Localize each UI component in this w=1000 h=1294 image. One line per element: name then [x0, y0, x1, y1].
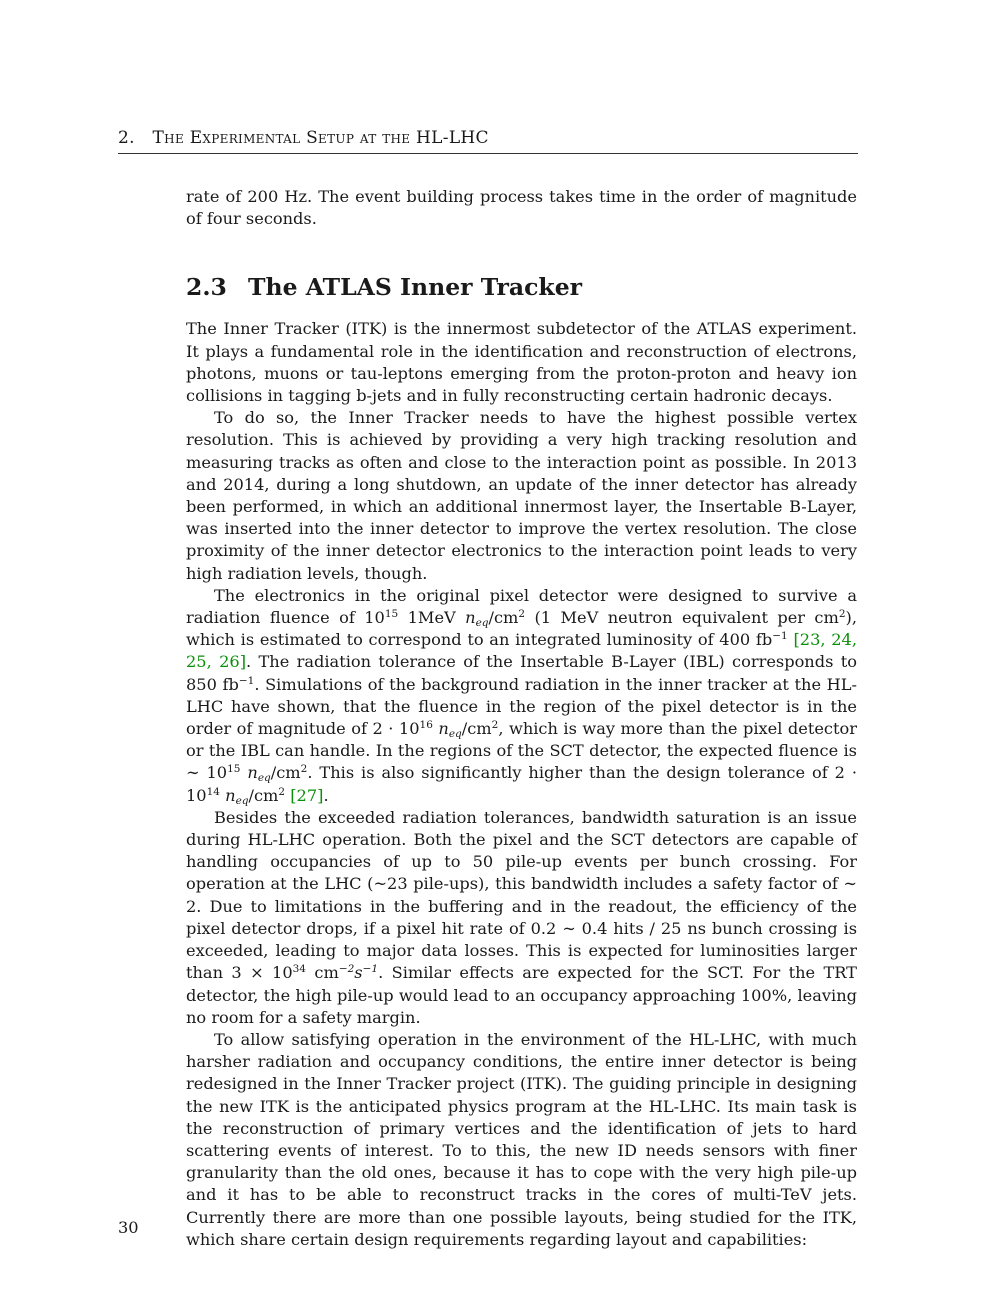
citation-link[interactable]: 24, [831, 630, 857, 650]
section-heading [186, 272, 857, 302]
citation-link[interactable]: [27] [290, 785, 324, 805]
page-body [186, 186, 857, 1251]
chapter-number: 2. [118, 128, 135, 148]
citation-link[interactable]: 26] [219, 652, 247, 672]
continuation-paragraph: rate of 200 Hz. The event building process takes time in the order of magnitude of four seconds. [186, 187, 857, 229]
page-number: 30 [118, 1218, 139, 1237]
citation-link[interactable]: [23, [793, 630, 826, 650]
section-number: 2.3 [186, 273, 227, 302]
running-header [118, 128, 858, 154]
paragraph-intro: The Inner Tracker (ITK) is the innermost subdetector of the ATLAS experiment. It plays a fundamental role in the identification and reconstruction of electrons, photons, muons or tau-leptons emerging from the proton-proton and heavy ion collisions in tagging b-jets and in fully reconstructing certain hadronic decays. [186, 319, 857, 406]
paragraph-vertex-resolution: To do so, the Inner Tracker needs to have the highest possible vertex resolution. This is achieved by providing a very high tracking resolution and measuring tracks as often and close to the interaction point as possible. In 2013 and 2014, during a long shutdown, an update of the inner detector has already been performed, in which an additional innermost layer, the Insertable B-Layer, was inserted into the inner detector to improve the vertex resolution. The close proximity of the inner detector electronics to the interaction point leads to very high radiation levels, though. [186, 408, 857, 583]
paragraph-itk-redesign: To allow satisfying operation in the environment of the HL-LHC, with much harsher radiation and occupancy conditions, the entire inner detector is being redesigned in the Inner Tracker project (ITK). The guiding principle in designing the new ITK is the anticipated physics program at the HL-LHC. Its main task is the reconstruction of primary vertices and the identification of jets to hard scattering events of interest. To to this, the new ID needs sensors with finer granularity than the old ones, because it has to cope with the very high pile-up and it has to be able to reconstruct tracks in the cores of multi-TeV jets. Currently there are more than one possible layouts, being studied for the ITK, which share certain design requirements regarding layout and capabilities: [186, 1029, 857, 1249]
chapter-title: The Experimental Setup at the HL-LHC [152, 128, 489, 148]
paragraph-bandwidth: Besides the exceeded radiation tolerances, bandwidth saturation is an issue during HL-LHC operation. Both the pixel and the SCT detectors are capable of handling occupancies of up to 50 pile-up events per bunch crossing. For operation at the LHC (~23 pile-ups), this bandwidth includes a safety factor of ∼ 2. Due to limitations in the buffering and in the readout, the efficiency of the pixel detector drops, if a pixel hit rate of 0.2 ∼ 0.4 hits / 25 ns bunch crossing is exceeded, leading to major data losses. This is expected for luminosities larger than $3 \times 10^{34}$ $cm^{-2}s^{-1}$. Similar effects are expected for the SCT. For the TRT detector, the high pile-up would lead to an occupancy approaching 100%, leaving no room for a safety margin. [186, 807, 857, 1027]
citation-link[interactable]: 25, [186, 652, 212, 672]
paragraph-radiation: The electronics in the original pixel detector were designed to survive a radiation fluence of $10^{15}$ 1MeV $n_{eq}/cm^2$ (1 MeV neutron equivalent per $cm^2$), which is estimated to correspond to an integrated luminosity of 400 $fb^{-1}$ [23, 24, 25, 26]. The radiation tolerance of the Insertable B-Layer (IBL) corresponds to 850 $fb^{-1}$. Simulations of the background radiation in the inner tracker at the HL-LHC have shown, that the fluence in the region of the pixel detector is in the order of magnitude of $2 \cdot 10^{16}$ $n_{eq}/cm^2$, which is way more than the pixel detector or the IBL can handle. In the regions of the SCT detector, the expected fluence is ∼ $10^{15}$ $n_{eq}/cm^2$. This is also significantly higher than the design tolerance of $2 \cdot 10^{14}$ $n_{eq}/cm^2$ [27]. [186, 585, 858, 807]
section-title: The ATLAS Inner Tracker [248, 273, 583, 302]
